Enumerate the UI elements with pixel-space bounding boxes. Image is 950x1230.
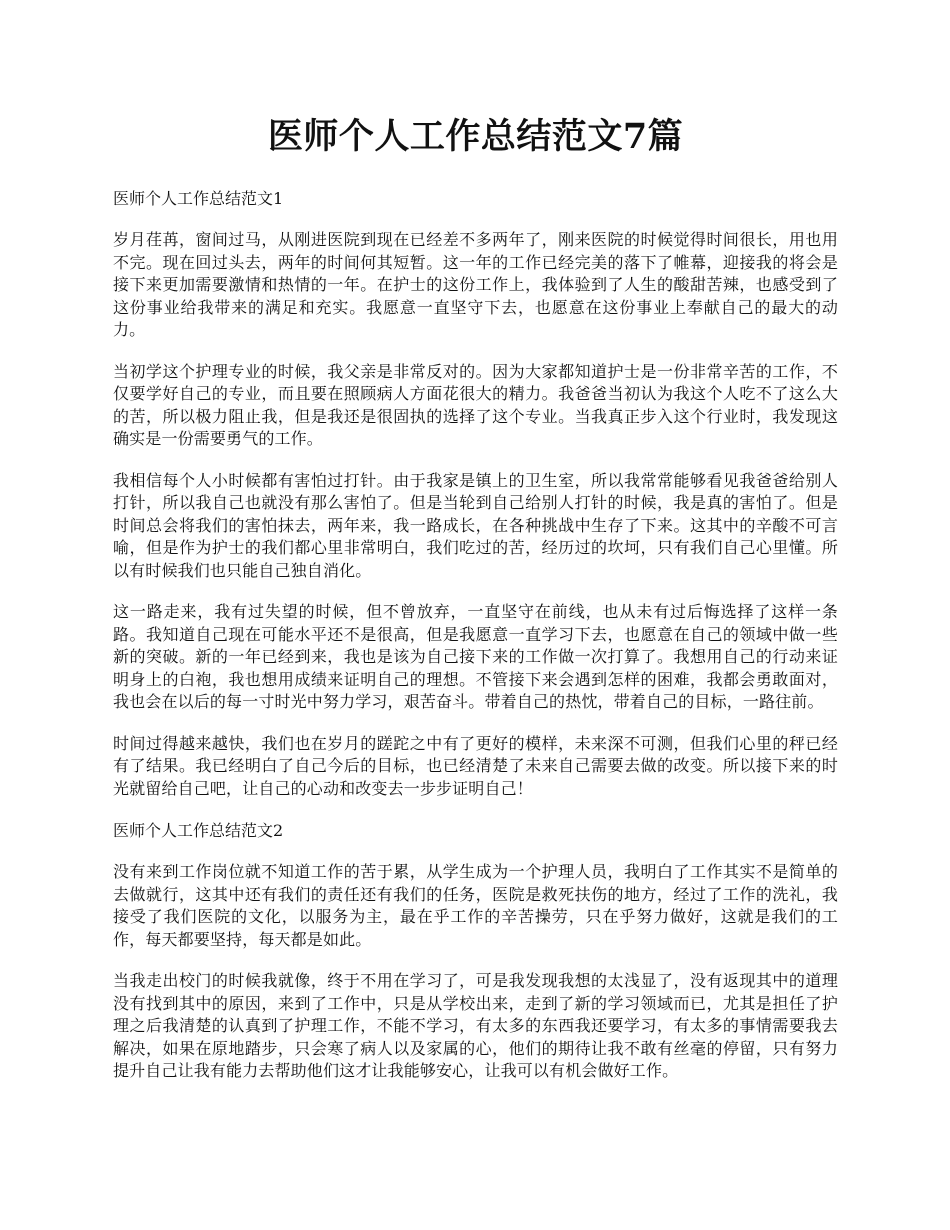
document-title: 医师个人工作总结范文7篇 xyxy=(267,116,684,157)
section-heading-1: 医师个人工作总结范文1 xyxy=(113,189,284,208)
section-2-paragraph-1: 没有来到工作岗位就不知道工作的苦于累，从学生成为一个护理人员，我明白了工作其实不是简单的去做就行，这其中还有我们的责任还有我们的任务，医院是救死扶伤的地方，经过了工作的洗礼，我接受了我们医院的文化，以服务为主，最在乎工作的辛苦操劳，只在乎努力做好，这就是我们的工作，每天都要坚持，每天都是如此。 xyxy=(113,862,838,949)
section-1-paragraph-3: 我相信每个人小时候都有害怕过打针。由于我家是镇上的卫生室，所以我常常能够看见我爸爸给别人打针，所以我自己也就没有那么害怕了。但是当轮到自己给别人打针的时候，我是真的害怕了。但是时间总会将我们的害怕抹去，两年来，我一路成长，在各种挑战中生存了下来。这其中的辛酸不可言喻，但是作为护士的我们都心里非常明白，我们吃过的苦，经历过的坎坷，只有我们自己心里懂。所以有时候我们也只能自己独自消化。 xyxy=(113,470,838,580)
section-heading-2: 医师个人工作总结范文2 xyxy=(113,821,284,840)
section-2-paragraph-2: 当我走出校门的时候我就像，终于不用在学习了，可是我发现我想的太浅显了，没有返现其中的道理没有找到其中的原因，来到了工作中，只是从学校出来，走到了新的学习领域而已，尤其是担任了护理之后我清楚的认真到了护理工作，不能不学习，有太多的东西我还要学习，有太多的事情需要我去解决，如果在原地踏步，只会寒了病人以及家属的心，他们的期待让我不敢有丝毫的停留，只有努力提升自己让我有能力去帮助他们这才让我能够安心，让我可以有机会做好工作。 xyxy=(113,971,838,1080)
section-1-paragraph-4: 这一路走来，我有过失望的时候，但不曾放弃，一直坚守在前线，也从未有过后悔选择了这样一条路。我知道自己现在可能水平还不是很高，但是我愿意一直学习下去，也愿意在自己的领域中做一些新的突破。新的一年已经到来，我也是该为自己接下来的工作做一次打算了。我想用自己的行动来证明身上的白袍，我也想用成绩来证明自己的理想。不管接下来会遇到怎样的困难，我都会勇敢面对，我也会在以后的每一寸时光中努力学习，艰苦奋斗。带着自己的热忱，带着自己的目标，一路往前。 xyxy=(113,602,838,711)
section-1-paragraph-5: 时间过得越来越快，我们也在岁月的蹉跎之中有了更好的模样，未来深不可测，但我们心里的秤已经有了结果。我已经明白了自己今后的目标，也已经清楚了未来自己需要去做的改变。所以接下来的时光就留给自己吧，让自己的心动和改变去一步步证明自己！ xyxy=(113,733,838,798)
section-1-paragraph-1: 岁月荏苒，窗间过马，从刚进医院到现在已经差不多两年了，刚来医院的时候觉得时间很长，用也用不完。现在回过头去，两年的时间何其短暂。这一年的工作已经完美的落下了帷幕，迎接我的将会是接下来更加需要激情和热情的一年。在护士的这份工作上，我体验到了人生的酸甜苦辣，也感受到了这份事业给我带来的满足和充实。我愿意一直坚守下去，也愿意在这份事业上奉献自己的最大的动力。 xyxy=(113,230,838,339)
section-1-paragraph-2: 当初学这个护理专业的时候，我父亲是非常反对的。因为大家都知道护士是一份非常辛苦的工作，不仅要学好自己的专业，而且要在照顾病人方面花很大的精力。我爸爸当初认为我这个人吃不了这么大的苦，所以极力阻止我，但是我还是很固执的选择了这个专业。当我真正步入这个行业时，我发现这确实是一份需要勇气的工作。 xyxy=(113,361,838,448)
document-content xyxy=(113,115,838,1083)
